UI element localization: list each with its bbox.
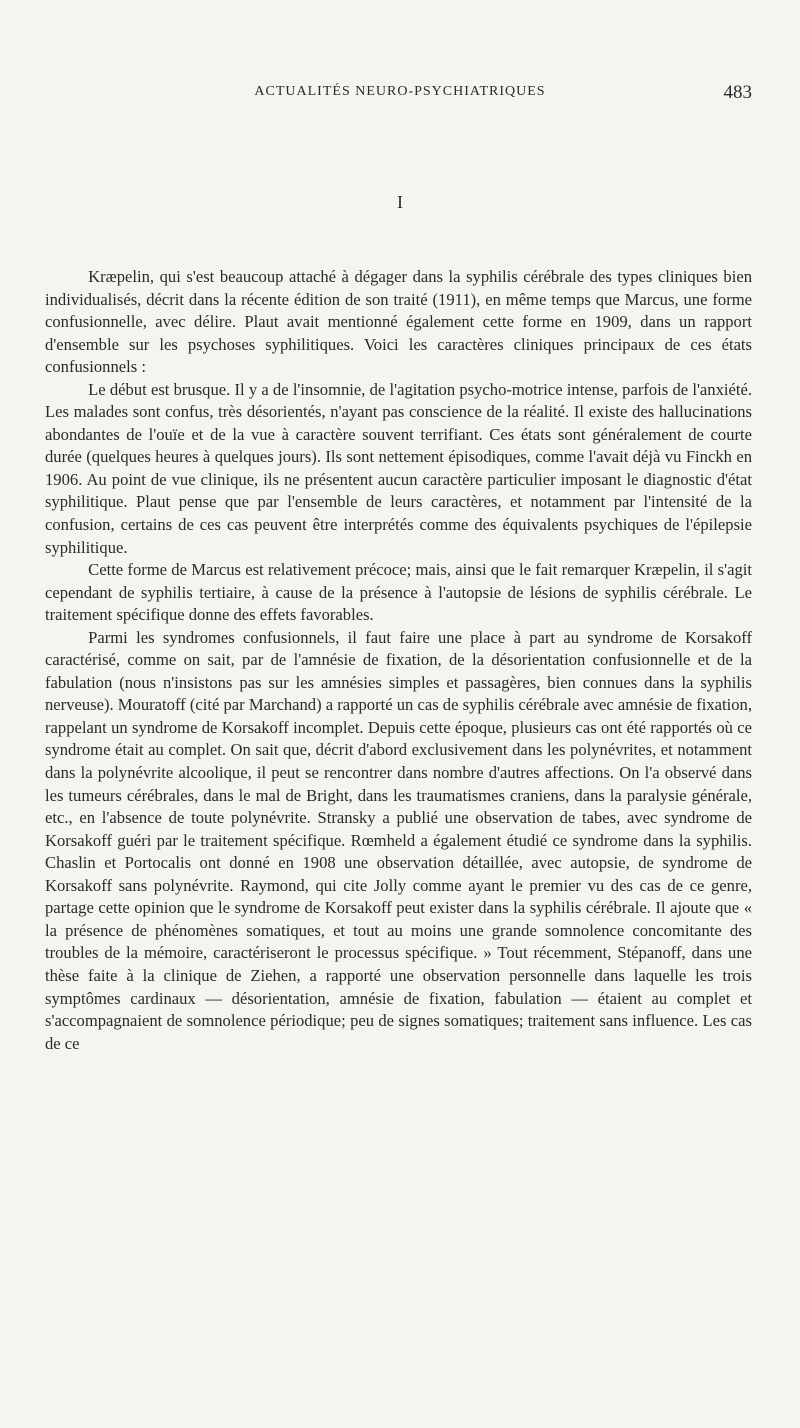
paragraph: Le début est brusque. Il y a de l'insomnie, de l'agitation psycho-motrice intense, parfois de l'anxiété. Les malades sont confus, très désorientés, n'ayant pas conscience de la réalité. Il existe des hallucinations abondantes de l'ouïe et de la vue à caractère souvent terrifiant. Ces états sont généralement de courte durée (quelques heures à quelques jours). Ils sont nettement épisodiques, comme l'avait déjà vu Finckh en 1906. Au point de vue clinique, ils ne présentent aucun caractère particulier imposant le diagnostic d'état syphilitique. Plaut pense que par l'ensemble de leurs caractères, et notamment par l'intensité de la confusion, certains de ces cas peuvent être interprétés comme des équivalents psychiques de l'épilepsie syphilitique. — [45, 379, 752, 557]
paragraph: Parmi les syndromes confusionnels, il faut faire une place à part au syndrome de Korsakoff caractérisé, comme on sait, par de l'amnésie de fixation, de la désorientation confusionnelle et de la fabulation (nous n'insistons pas sur les amnésies simples et passagères, bien connues dans la syphilis nerveuse). Mouratoff (cité par Marchand) a rapporté un cas de syphilis cérébrale avec amnésie de fixation, rappelant un syndrome de Korsakoff incomplet. Depuis cette époque, plusieurs cas ont été rapportés où ce syndrome était au complet. On sait que, décrit d'abord exclusivement dans les polynévrites, et notamment dans la polynévrite alcoolique, il peut se rencontrer dans nombre d'autres affections. On l'a observé dans les tumeurs cérébrales, dans le mal de Bright, dans les traumatismes craniens, dans la paralysie générale, etc., en l'absence de toute polynévrite. Stransky a publié une observation de tabes, avec syndrome de Korsakoff guéri par le traitement spécifique. Rœmheld a également étudié ce syndrome dans la syphilis. Chaslin et Portocalis ont donné en 1908 une observation détaillée, avec autopsie, de syndrome de Korsakoff sans polynévrite. Raymond, qui cite Jolly comme ayant le premier vu des cas de ce genre, partage cette opinion que le syndrome de Korsakoff peut exister dans la syphilis cérébrale. Il ajoute que « la présence de phénomènes somatiques, et tout au moins une grande somnolence concomitante des troubles de la mémoire, caractériseront le processus spécifique. » Tout récemment, Stépanoff, dans une thèse faite à la clinique de Ziehen, a rapporté une observation personnelle dans laquelle les trois symptômes cardinaux — désorientation, amnésie de fixation, fabulation — étaient au complet et s'accompagnaient de somnolence périodique; peu de signes somatiques; traitement sans influence. Les cas de ce — [45, 627, 752, 1053]
section-numeral: I — [397, 192, 403, 212]
paragraph: Kræpelin, qui s'est beaucoup attaché à dégager dans la syphilis cérébrale des types cliniques bien individualisés, décrit dans la récente édition de son traité (1911), en même temps que Marcus, une forme confusionnelle, avec délire. Plaut avait mentionné également cette forme en 1909, dans un rapport d'ensemble sur les psychoses syphilitiques. Voici les caractères cliniques principaux de ces états confusionnels : — [45, 267, 752, 377]
running-title: ACTUALITÉS NEURO-PSYCHIATRIQUES — [254, 84, 546, 99]
body-text — [45, 266, 752, 1055]
running-head — [48, 82, 752, 104]
page-number: 483 — [723, 82, 752, 103]
paragraph: Cette forme de Marcus est relativement précoce; mais, ainsi que le fait remarquer Kræpelin, il s'agit cependant de syphilis tertiaire, à cause de la présence à l'autopsie de lésions de syphilis cérébrale. Le traitement spécifique donne des effets favorables. — [45, 560, 752, 625]
